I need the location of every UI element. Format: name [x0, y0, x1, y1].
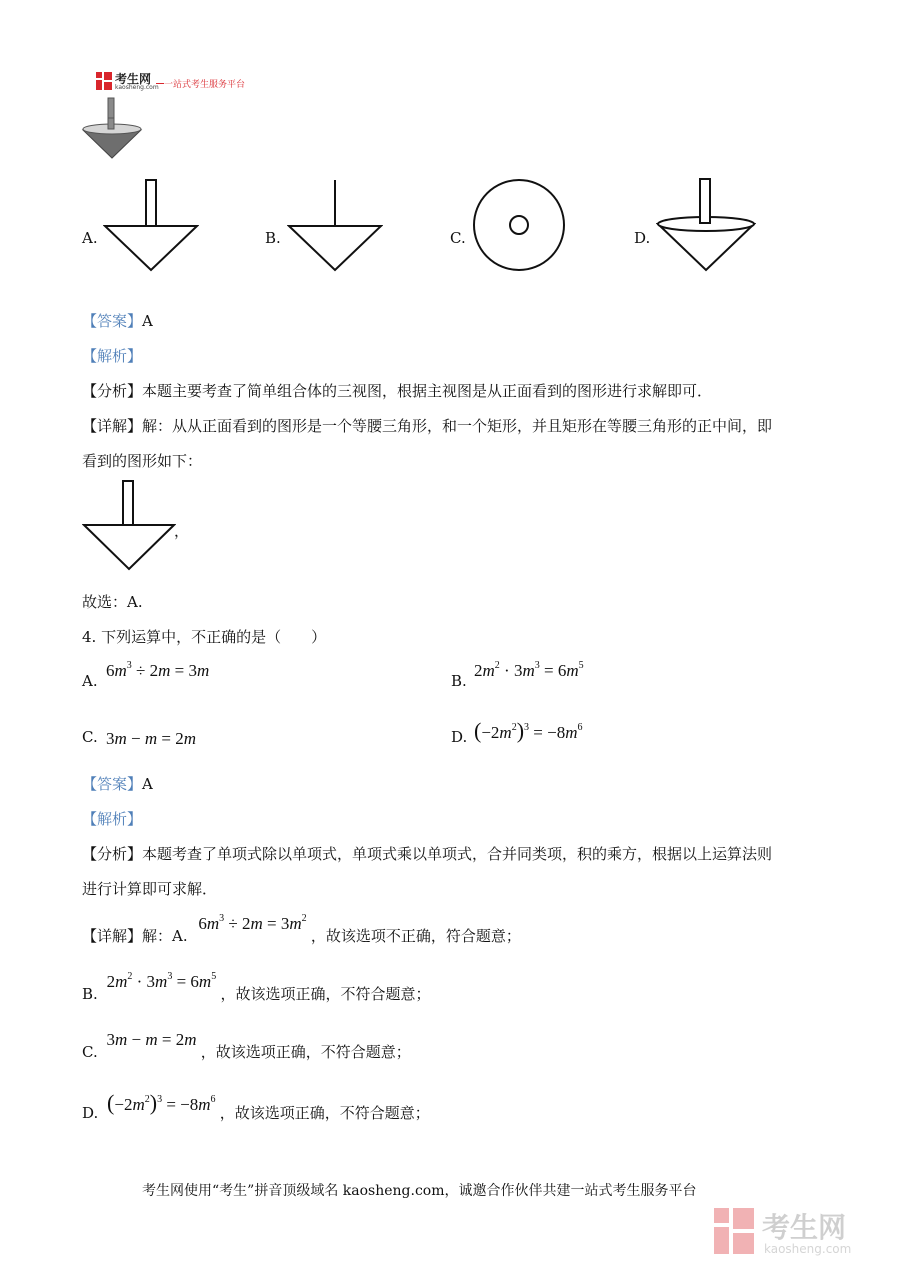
q4-option-c-formula: 3m − m = 2m [106, 729, 197, 748]
q4-option-b-formula: $2m^2 \cdot 3m^3 = 6m^5$ [474, 660, 584, 680]
q4-xiangjie-c [82, 1029, 411, 1061]
q4-xiangjie-c-label: C. [82, 1043, 98, 1061]
footer-watermark [714, 1206, 884, 1262]
q4-option-a-formula: $6m^3 \div 2m = 3m$ [106, 660, 210, 680]
q4-option-c-label: C. [82, 728, 98, 746]
header-brand: 考生网 [115, 72, 152, 86]
q4-analysis-tag: 【解析】 [82, 810, 143, 828]
q3-fenxi: 【分析】本题主要考查了简单组合体的三视图，根据主视图是从正面看到的图形进行求解即可． [82, 382, 713, 400]
q4-xiangjie-c-tail: ，故该选项正确，不符合题意； [200, 1043, 411, 1061]
q3-option-c-label: C. [450, 229, 466, 247]
q4-xiangjie-d-formula: $(-2m^2)^3 = -8m^6$ [107, 1090, 216, 1115]
q4-xiangjie-prefix: 【详解】解：A. [82, 927, 188, 945]
q3-analysis-tag: 【解析】 [82, 347, 143, 365]
q3-figure-comma: ， [174, 522, 190, 540]
q3-option-d-figure [656, 176, 756, 274]
q3-answer [82, 310, 153, 331]
q4-answer [82, 773, 153, 794]
q3-xiangjie-line2: 看到的图形如下： [82, 452, 203, 470]
q4-stem: 4. 下列运算中，不正确的是（ ） [82, 628, 327, 646]
header-slogan: 一站式考生服务平台 [164, 80, 246, 90]
q4-xiangjie-b [82, 971, 431, 1003]
watermark-logo-icon [714, 1208, 754, 1254]
spinning-top-figure [80, 96, 144, 160]
q4-xiangjie-a [82, 913, 521, 945]
q3-answer-tag: 【答案】 [82, 312, 143, 330]
q4-xiangjie-b-formula: $2m^2 \cdot 3m^3 = 6m^5$ [106, 971, 217, 991]
q4-option-d-label: D. [451, 728, 468, 746]
header-slogan-dash [156, 83, 164, 84]
q4-option-b-label: B. [451, 672, 467, 690]
q3-solution-figure [82, 479, 176, 573]
q3-option-c-figure [472, 178, 566, 272]
q4-fenxi-line1: 【分析】本题考查了单项式除以单项式，单项式乘以单项式，合并同类项，积的乘方，根据以上运算法则 [82, 845, 773, 863]
q3-conclusion: 故选：A. [82, 593, 143, 611]
q3-xiangjie-line1: 【详解】解：从从正面看到的图形是一个等腰三角形，和一个矩形，并且矩形在等腰三角形的正中间，即 [82, 417, 773, 435]
kaosheng-logo-icon [96, 72, 112, 90]
q3-answer-value: A [142, 312, 153, 330]
q3-option-a-label: A. [82, 229, 98, 247]
q4-fenxi-line2: 进行计算即可求解． [82, 880, 218, 898]
q4-xiangjie-b-tail: ，故该选项正确，不符合题意； [220, 985, 431, 1003]
q4-xiangjie-d [82, 1090, 430, 1122]
q4-answer-value: A [142, 775, 153, 793]
q4-option-d-formula: $(-2m^2)^3 = -8m^6$ [474, 718, 583, 743]
q4-xiangjie-a-formula: $6m^3 \div 2m = 3m^2$ [198, 913, 307, 933]
q3-option-b-figure [287, 178, 383, 274]
q4-xiangjie-a-tail: ，故该选项不正确，符合题意； [310, 927, 521, 945]
q3-option-a-figure [103, 178, 199, 274]
q3-option-b-label: B. [265, 229, 281, 247]
footer-text: 考生网使用“考生”拼音顶级域名 kaosheng.com，诚邀合作伙伴共建一站式考生服务平台 [142, 1183, 697, 1199]
q4-xiangjie-d-label: D. [82, 1104, 99, 1122]
q4-xiangjie-c-formula: 3m − m = 2m [106, 1030, 201, 1049]
header-domain: kaosheng.com [115, 84, 159, 91]
watermark-domain: kaosheng.com [764, 1242, 852, 1256]
q4-xiangjie-b-label: B. [82, 985, 98, 1003]
q3-option-d-label: D. [634, 229, 651, 247]
q4-xiangjie-d-tail: ，故该选项正确，不符合题意； [219, 1104, 430, 1122]
q4-option-a-label: A. [82, 672, 98, 690]
watermark-brand: 考生网 [762, 1211, 847, 1244]
q4-answer-tag: 【答案】 [82, 775, 143, 793]
